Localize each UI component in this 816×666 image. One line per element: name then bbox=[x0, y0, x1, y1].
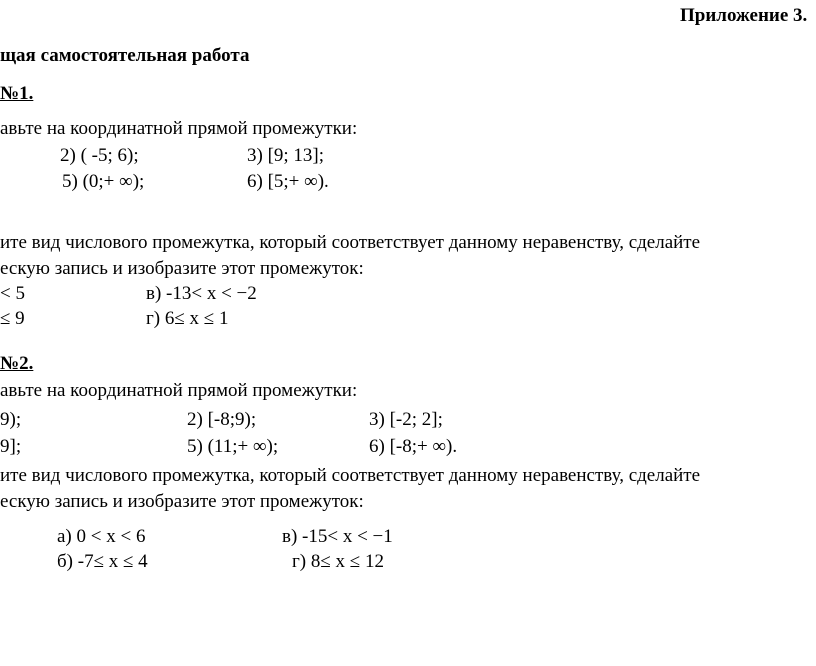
variant-2-task-1-item: 5) (11;+ ∞); bbox=[187, 436, 279, 457]
variant-1-task-1-item: 6) [5;+ ∞). bbox=[247, 171, 329, 192]
variant-2-task-2-item: а) 0 < x < 6 bbox=[57, 526, 146, 547]
variant-1-task-2-item: ≤ 9 bbox=[0, 308, 25, 329]
variant-2-heading: №2. bbox=[0, 353, 34, 374]
variant-1-task-2-instruction-line-1: ите вид числового промежутка, который соответствует данному неравенству, сделайте bbox=[0, 232, 701, 253]
variant-1-task-2-item: < 5 bbox=[0, 283, 25, 304]
variant-2-task-1-item: 2) [-8;9); bbox=[187, 409, 257, 430]
variant-1-heading: №1. bbox=[0, 83, 34, 104]
variant-2-task-1-instruction: авьте на координатной прямой промежутки: bbox=[0, 380, 358, 401]
variant-1-task-2-instruction-line-2: ескую запись и изобразите этот промежуток: bbox=[0, 258, 364, 279]
variant-2-task-2-instruction-line-1: ите вид числового промежутка, который соответствует данному неравенству, сделайте bbox=[0, 465, 701, 486]
variant-2-task-1-item: 3) [-2; 2]; bbox=[369, 409, 443, 430]
variant-1-task-2-item: в) -13< x < −2 bbox=[146, 283, 257, 304]
variant-2-task-1-item: 9); bbox=[0, 409, 22, 430]
variant-2-task-2-item: б) -7≤ x ≤ 4 bbox=[57, 551, 148, 572]
page-title: щая самостоятельная работа bbox=[0, 45, 250, 66]
appendix-label: Приложение 3. bbox=[680, 5, 808, 26]
variant-2-task-2-item: г) 8≤ x ≤ 12 bbox=[292, 551, 384, 572]
variant-1-task-2-item: г) 6≤ x ≤ 1 bbox=[146, 308, 229, 329]
variant-1-task-1-item: 2) ( -5; 6); bbox=[60, 145, 139, 166]
variant-2-task-1-item: 9]; bbox=[0, 436, 22, 457]
variant-2-task-1-item: 6) [-8;+ ∞). bbox=[369, 436, 458, 457]
variant-2-task-2-item: в) -15< x < −1 bbox=[282, 526, 393, 547]
variant-1-task-1-item: 5) (0;+ ∞); bbox=[62, 171, 145, 192]
variant-1-task-1-instruction: авьте на координатной прямой промежутки: bbox=[0, 118, 358, 139]
variant-1-task-1-item: 3) [9; 13]; bbox=[247, 145, 325, 166]
variant-2-task-2-instruction-line-2: ескую запись и изобразите этот промежуток: bbox=[0, 491, 364, 512]
